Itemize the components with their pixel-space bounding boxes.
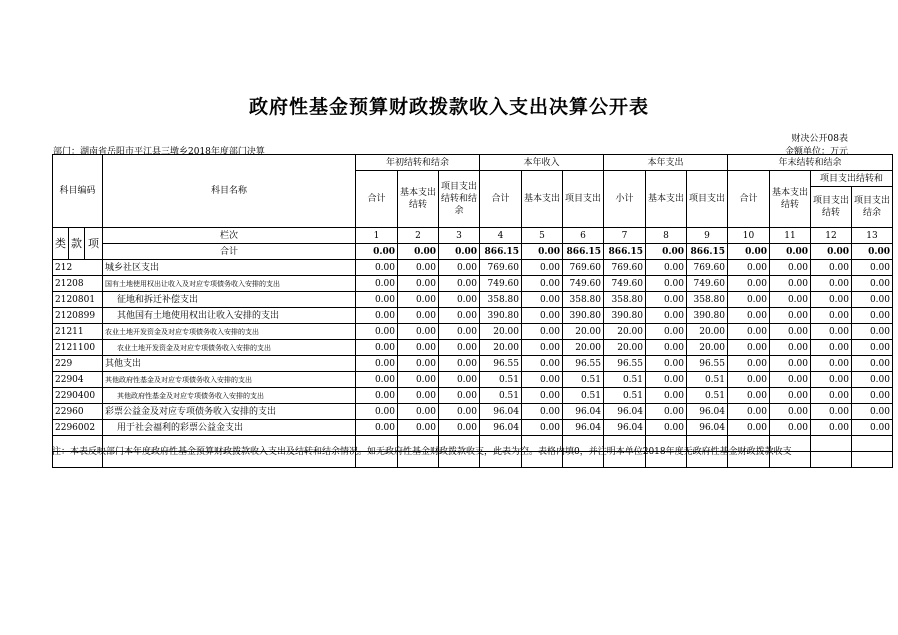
cell-value: 0.00 [356,404,398,420]
table-row [53,260,893,276]
subject-name-header: 科目名称 [103,155,356,228]
col-num: 4 [480,228,522,244]
cell-value: 0.00 [646,388,687,404]
cell-value: 0.00 [728,340,770,356]
cell-value: 0.00 [356,292,398,308]
end-total-header: 合计 [728,171,770,228]
cell-value: 0.00 [728,308,770,324]
cell-value: 0.00 [811,292,852,308]
cell-value: 390.80 [563,308,604,324]
cell-value: 96.55 [563,356,604,372]
cell-value: 96.04 [604,404,646,420]
cell-value: 0.00 [646,276,687,292]
footnote: 注：本表反映部门本年度政府性基金预算财政拨款收入支出及结转和结余情况。如无政府性基金财政拨款收支，此表为空。表格内填0，并注明本单位2018年度无政府性基金财政拨款收支 [52,447,792,457]
cell-value: 0.00 [646,372,687,388]
subject-name: 其他政府性基金及对应专项债务收入安排的支出 [103,388,356,404]
cell-value: 358.80 [480,292,522,308]
cell-value: 0.00 [811,372,852,388]
col-num: 6 [563,228,604,244]
income-project-header: 项目支出 [563,171,604,228]
expense-basic-header: 基本支出 [646,171,687,228]
subject-code: 22960 [53,404,103,420]
cell-value: 0.00 [356,308,398,324]
end-project-group-header: 项目支出结转和 [811,171,893,187]
cell-value: 0.00 [398,276,439,292]
cell-value: 0.00 [728,420,770,436]
col-num: 8 [646,228,687,244]
total-value: 0.00 [356,244,398,260]
total-value: 866.15 [604,244,646,260]
cell-value: 0.00 [522,340,563,356]
subject-name: 其他政府性基金及对应专项债务收入安排的支出 [103,372,356,388]
cell-value: 0.00 [770,388,811,404]
income-basic-header: 基本支出 [522,171,563,228]
column-number-row [53,228,893,244]
cell-value: 96.55 [480,356,522,372]
cell-value: 0.51 [604,372,646,388]
table-row [53,388,893,404]
cell-value: 0.00 [646,340,687,356]
cell-value: 0.00 [439,324,480,340]
subject-name: 农业土地开发资金及对应专项债务收入安排的支出 [103,324,356,340]
cell-value: 0.51 [480,372,522,388]
cell-value: 0.00 [852,308,893,324]
cell-value: 0.00 [398,372,439,388]
cell-value: 0.00 [770,308,811,324]
total-value: 866.15 [563,244,604,260]
empty-cell [852,452,893,468]
cell-value: 0.00 [439,292,480,308]
cell-value: 0.00 [852,276,893,292]
cell-value: 96.04 [480,420,522,436]
total-value: 866.15 [687,244,728,260]
empty-cell [811,452,852,468]
subject-name: 国有土地使用权出让收入及对应专项债务收入安排的支出 [103,276,356,292]
cell-value: 0.00 [522,324,563,340]
cell-value: 0.00 [728,372,770,388]
cell-value: 20.00 [563,324,604,340]
cell-value: 96.55 [687,356,728,372]
begin-project-header: 项目支出结转和结余 [439,171,480,228]
cell-value: 0.00 [646,324,687,340]
cell-value: 0.00 [811,420,852,436]
table-row [53,372,893,388]
subject-code: 21211 [53,324,103,340]
cell-value: 0.00 [811,260,852,276]
cell-value: 390.80 [687,308,728,324]
subject-name: 征地和拆迁补偿支出 [103,292,356,308]
cell-value: 96.04 [563,420,604,436]
col-num: 2 [398,228,439,244]
cell-value: 0.00 [356,260,398,276]
cell-value: 96.04 [604,420,646,436]
cell-value: 769.60 [687,260,728,276]
cell-value: 0.00 [356,340,398,356]
cell-value: 96.04 [687,404,728,420]
group-begin-header: 年初结转和结余 [356,155,480,171]
cell-value: 358.80 [604,292,646,308]
subject-code: 2296002 [53,420,103,436]
report-table [52,154,893,468]
cell-value: 0.00 [646,292,687,308]
group-income-header: 本年收入 [480,155,604,171]
subject-name: 城乡社区支出 [103,260,356,276]
table-row [53,340,893,356]
total-value: 0.00 [439,244,480,260]
table-row [53,308,893,324]
cell-value: 0.00 [398,420,439,436]
cell-value: 20.00 [687,324,728,340]
total-value: 0.00 [770,244,811,260]
cell-value: 390.80 [604,308,646,324]
cell-value: 0.00 [522,276,563,292]
group-end-header: 年末结转和结余 [728,155,893,171]
cell-value: 0.00 [398,260,439,276]
total-value: 0.00 [852,244,893,260]
cell-value: 0.00 [398,404,439,420]
kuan-header: 款 [69,228,85,260]
table-row [53,356,893,372]
cell-value: 0.00 [852,340,893,356]
cell-value: 0.51 [563,372,604,388]
unit-line: 金额单位：万元 [784,147,848,157]
col-num: 13 [852,228,893,244]
cell-value: 749.60 [563,276,604,292]
total-row [53,244,893,260]
cell-value: 0.00 [852,404,893,420]
subject-code: 2120899 [53,308,103,324]
subject-name: 其他支出 [103,356,356,372]
cell-value: 0.00 [770,340,811,356]
group-expense-header: 本年支出 [604,155,728,171]
subject-code-header: 科目编码 [53,155,103,228]
subject-code: 229 [53,356,103,372]
expense-subtotal-header: 小计 [604,171,646,228]
col-num: 1 [356,228,398,244]
subject-name: 农业土地开发资金及对应专项债务收入安排的支出 [103,340,356,356]
cell-value: 749.60 [687,276,728,292]
cell-value: 0.00 [398,388,439,404]
cell-value: 96.04 [563,404,604,420]
cell-value: 0.00 [770,292,811,308]
expense-project-header: 项目支出 [687,171,728,228]
cell-value: 0.00 [522,308,563,324]
cell-value: 0.00 [852,356,893,372]
cell-value: 0.00 [646,356,687,372]
subject-name: 用于社会福利的彩票公益金支出 [103,420,356,436]
cell-value: 0.00 [439,404,480,420]
subject-code: 22904 [53,372,103,388]
cell-value: 0.00 [439,356,480,372]
cell-value: 0.00 [356,324,398,340]
cell-value: 0.00 [522,292,563,308]
cell-value: 0.00 [811,388,852,404]
col-num: 9 [687,228,728,244]
subject-name: 彩票公益金及对应专项债务收入安排的支出 [103,404,356,420]
subject-code: 2120801 [53,292,103,308]
col-num: 10 [728,228,770,244]
cell-value: 0.00 [439,340,480,356]
cell-value: 0.00 [852,324,893,340]
col-num: 11 [770,228,811,244]
col-num: 7 [604,228,646,244]
cell-value: 0.00 [522,260,563,276]
cell-value: 20.00 [480,324,522,340]
cell-value: 0.00 [439,388,480,404]
cell-value: 0.00 [398,292,439,308]
col-num: 12 [811,228,852,244]
form-code: 财决公开08表 [791,134,848,144]
total-value: 0.00 [646,244,687,260]
cell-value: 358.80 [687,292,728,308]
total-value: 0.00 [728,244,770,260]
cell-value: 0.00 [728,276,770,292]
cell-value: 0.00 [852,420,893,436]
table-row [53,292,893,308]
cell-value: 0.00 [522,420,563,436]
cell-value: 0.00 [811,340,852,356]
cell-value: 0.00 [811,356,852,372]
cell-value: 0.00 [811,276,852,292]
cell-value: 0.00 [770,372,811,388]
cell-value: 0.51 [687,372,728,388]
cell-value: 0.00 [439,260,480,276]
begin-basic-header: 基本支出结转 [398,171,439,228]
lei-header: 类 [53,228,69,260]
total-label: 合计 [103,244,356,260]
cell-value: 0.00 [398,324,439,340]
cell-value: 0.51 [563,388,604,404]
cell-value: 0.00 [439,372,480,388]
cell-value: 749.60 [480,276,522,292]
cell-value: 0.00 [439,276,480,292]
cell-value: 20.00 [480,340,522,356]
subject-code: 2121100 [53,340,103,356]
subject-code: 212 [53,260,103,276]
cell-value: 0.00 [356,372,398,388]
cell-value: 0.00 [852,292,893,308]
cell-value: 20.00 [687,340,728,356]
total-value: 0.00 [398,244,439,260]
end-project-carry-header: 项目支出结转 [811,187,852,228]
total-value: 0.00 [522,244,563,260]
cell-value: 0.00 [356,276,398,292]
cell-value: 0.00 [398,340,439,356]
cell-value: 0.00 [646,260,687,276]
cell-value: 0.00 [811,404,852,420]
cell-value: 0.00 [770,324,811,340]
col-num: 3 [439,228,480,244]
cell-value: 390.80 [480,308,522,324]
table-row [53,420,893,436]
cell-value: 0.00 [522,388,563,404]
cell-value: 0.00 [728,260,770,276]
table-row [53,404,893,420]
total-value: 0.00 [811,244,852,260]
cell-value: 20.00 [563,340,604,356]
cell-value: 0.51 [604,388,646,404]
xiang-header: 项 [85,228,103,260]
cell-value: 0.00 [398,308,439,324]
cell-value: 0.00 [811,308,852,324]
header-row-1 [53,155,893,171]
cell-value: 0.00 [728,388,770,404]
cell-value: 20.00 [604,324,646,340]
end-basic-header: 基本支出结转 [770,171,811,228]
cell-value: 0.00 [356,388,398,404]
column-label: 栏次 [103,228,356,244]
cell-value: 0.00 [770,260,811,276]
cell-value: 0.00 [811,324,852,340]
empty-cell [852,436,893,452]
cell-value: 96.04 [687,420,728,436]
table-row [53,324,893,340]
cell-value: 0.00 [852,388,893,404]
subject-name: 其他国有土地使用权出让收入安排的支出 [103,308,356,324]
cell-value: 0.51 [687,388,728,404]
table-row [53,276,893,292]
cell-value: 0.00 [728,292,770,308]
income-total-header: 合计 [480,171,522,228]
cell-value: 0.00 [770,276,811,292]
department-line: 部门：湖南省岳阳市平江县三墩乡2018年度部门决算 [53,147,265,157]
cell-value: 358.80 [563,292,604,308]
page-title: 政府性基金预算财政拨款收入支出决算公开表 [248,96,649,118]
cell-value: 0.00 [398,356,439,372]
cell-value: 0.51 [480,388,522,404]
empty-cell [811,436,852,452]
cell-value: 769.60 [480,260,522,276]
cell-value: 0.00 [439,308,480,324]
cell-value: 0.00 [770,356,811,372]
cell-value: 0.00 [770,420,811,436]
cell-value: 769.60 [604,260,646,276]
cell-value: 0.00 [852,372,893,388]
cell-value: 769.60 [563,260,604,276]
cell-value: 20.00 [604,340,646,356]
total-value: 866.15 [480,244,522,260]
begin-total-header: 合计 [356,171,398,228]
cell-value: 0.00 [646,404,687,420]
cell-value: 0.00 [728,404,770,420]
cell-value: 0.00 [439,420,480,436]
cell-value: 0.00 [728,356,770,372]
cell-value: 0.00 [728,324,770,340]
cell-value: 96.04 [480,404,522,420]
cell-value: 0.00 [522,404,563,420]
cell-value: 749.60 [604,276,646,292]
cell-value: 0.00 [522,356,563,372]
cell-value: 0.00 [852,260,893,276]
subject-code: 2290400 [53,388,103,404]
cell-value: 0.00 [356,420,398,436]
end-project-surplus-header: 项目支出结余 [852,187,893,228]
subject-code: 21208 [53,276,103,292]
cell-value: 0.00 [770,404,811,420]
cell-value: 96.55 [604,356,646,372]
cell-value: 0.00 [646,420,687,436]
cell-value: 0.00 [522,372,563,388]
cell-value: 0.00 [646,308,687,324]
cell-value: 0.00 [356,356,398,372]
col-num: 5 [522,228,563,244]
